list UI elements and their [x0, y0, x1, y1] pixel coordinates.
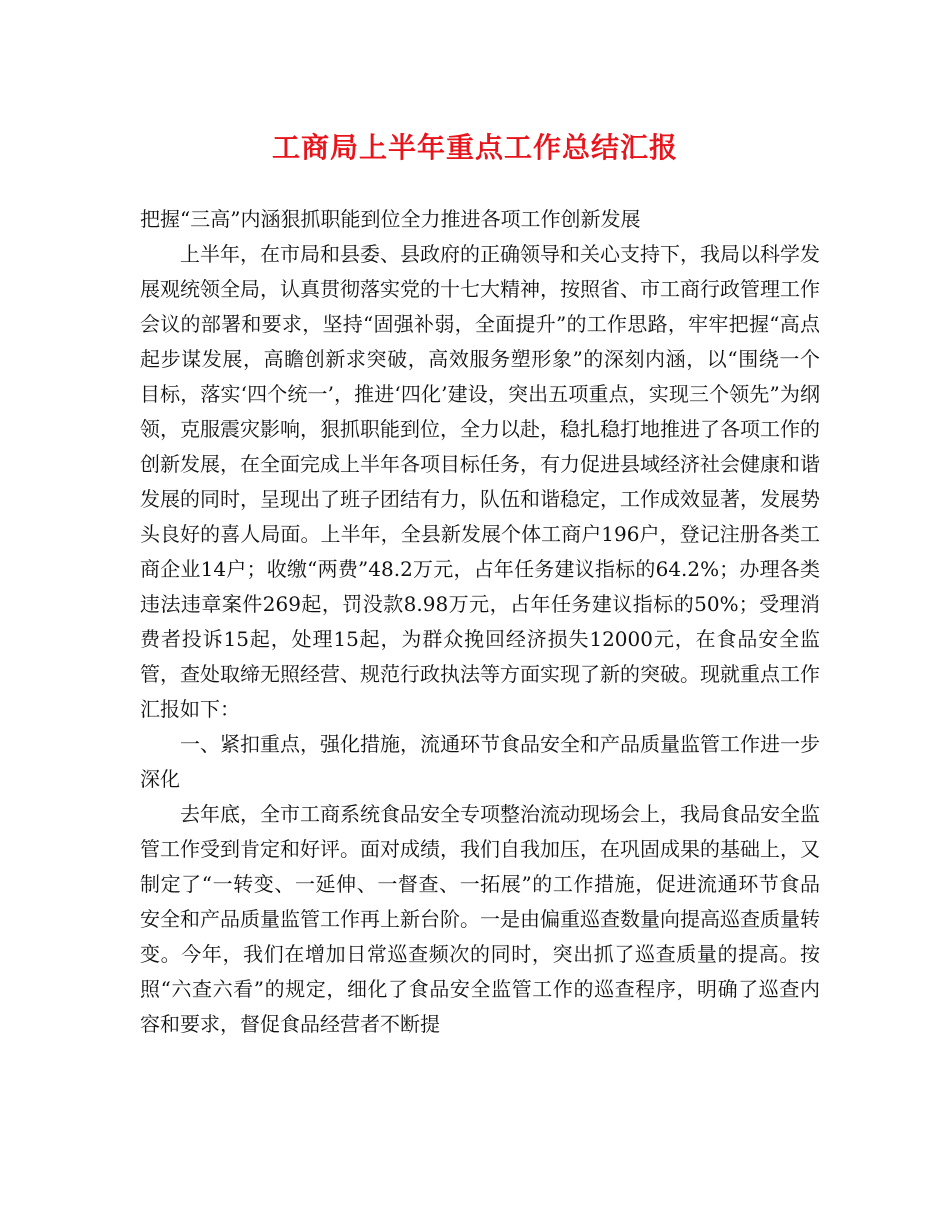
document-title: 工商局上半年重点工作总结汇报: [271, 131, 678, 164]
section-heading: 一、紧扣重点，强化措施，流通环节食品安全和产品质量监管工作进一步深化: [140, 732, 820, 791]
paragraph-subtitle: 把握“三高”内涵狠抓职能到位全力推进各项工作创新发展: [140, 207, 641, 231]
document-body: [140, 202, 820, 1042]
paragraph: 上半年，在市局和县委、县政府的正确领导和关心支持下，我局以科学发展观统领全局，认真贯彻落实党的十七大精神，按照省、市工商行政管理工作会议的部署和要求，坚持“固强补弱，全面提升”的工作思路，牢牢把握“高点起步谋发展，高瞻创新求突破，高效服务塑形象”的深刻内涵，以“围绕一个目标，落实‘四个统一’，推进‘四化’建设，突出五项重点，实现三个领先”为纲领，克服震灾影响，狠抓职能到位，全力以赴，稳扎稳打地推进了各项工作的创新发展，在全面完成上半年各项目标任务，有力促进县域经济社会健康和谐发展的同时，呈现出了班子团结有力，队伍和谐稳定，工作成效显著，发展势头良好的喜人局面。上半年，全县新发展个体工商户196户，登记注册各类工商企业14户；收缴“两费”48.2万元，占年任务建议指标的64.2%；办理各类违法违章案件269起，罚没款8.98万元，占年任务建议指标的50%；受理消费者投诉15起，处理15起，为群众挽回经济损失12000元，在食品安全监管，查处取缔无照经营、规范行政执法等方面实现了新的突破。现就重点工作汇报如下：: [140, 242, 820, 721]
paragraph: 去年底，全市工商系统食品安全专项整治流动现场会上，我局食品安全监管工作受到肯定和好评。面对成绩，我们自我加压，在巩固成果的基础上，又制定了“一转变、一延伸、一督查、一拓展”的工作措施，促进流通环节食品安全和产品质量监管工作再上新台阶。一是由偏重巡查数量向提高巡查质量转变。今年，我们在增加日常巡查频次的同时，突出抓了巡查质量的提高。按照“六查六看”的规定，细化了食品安全监管工作的巡查程序，明确了巡查内容和要求，督促食品经营者不断提: [140, 802, 820, 1036]
